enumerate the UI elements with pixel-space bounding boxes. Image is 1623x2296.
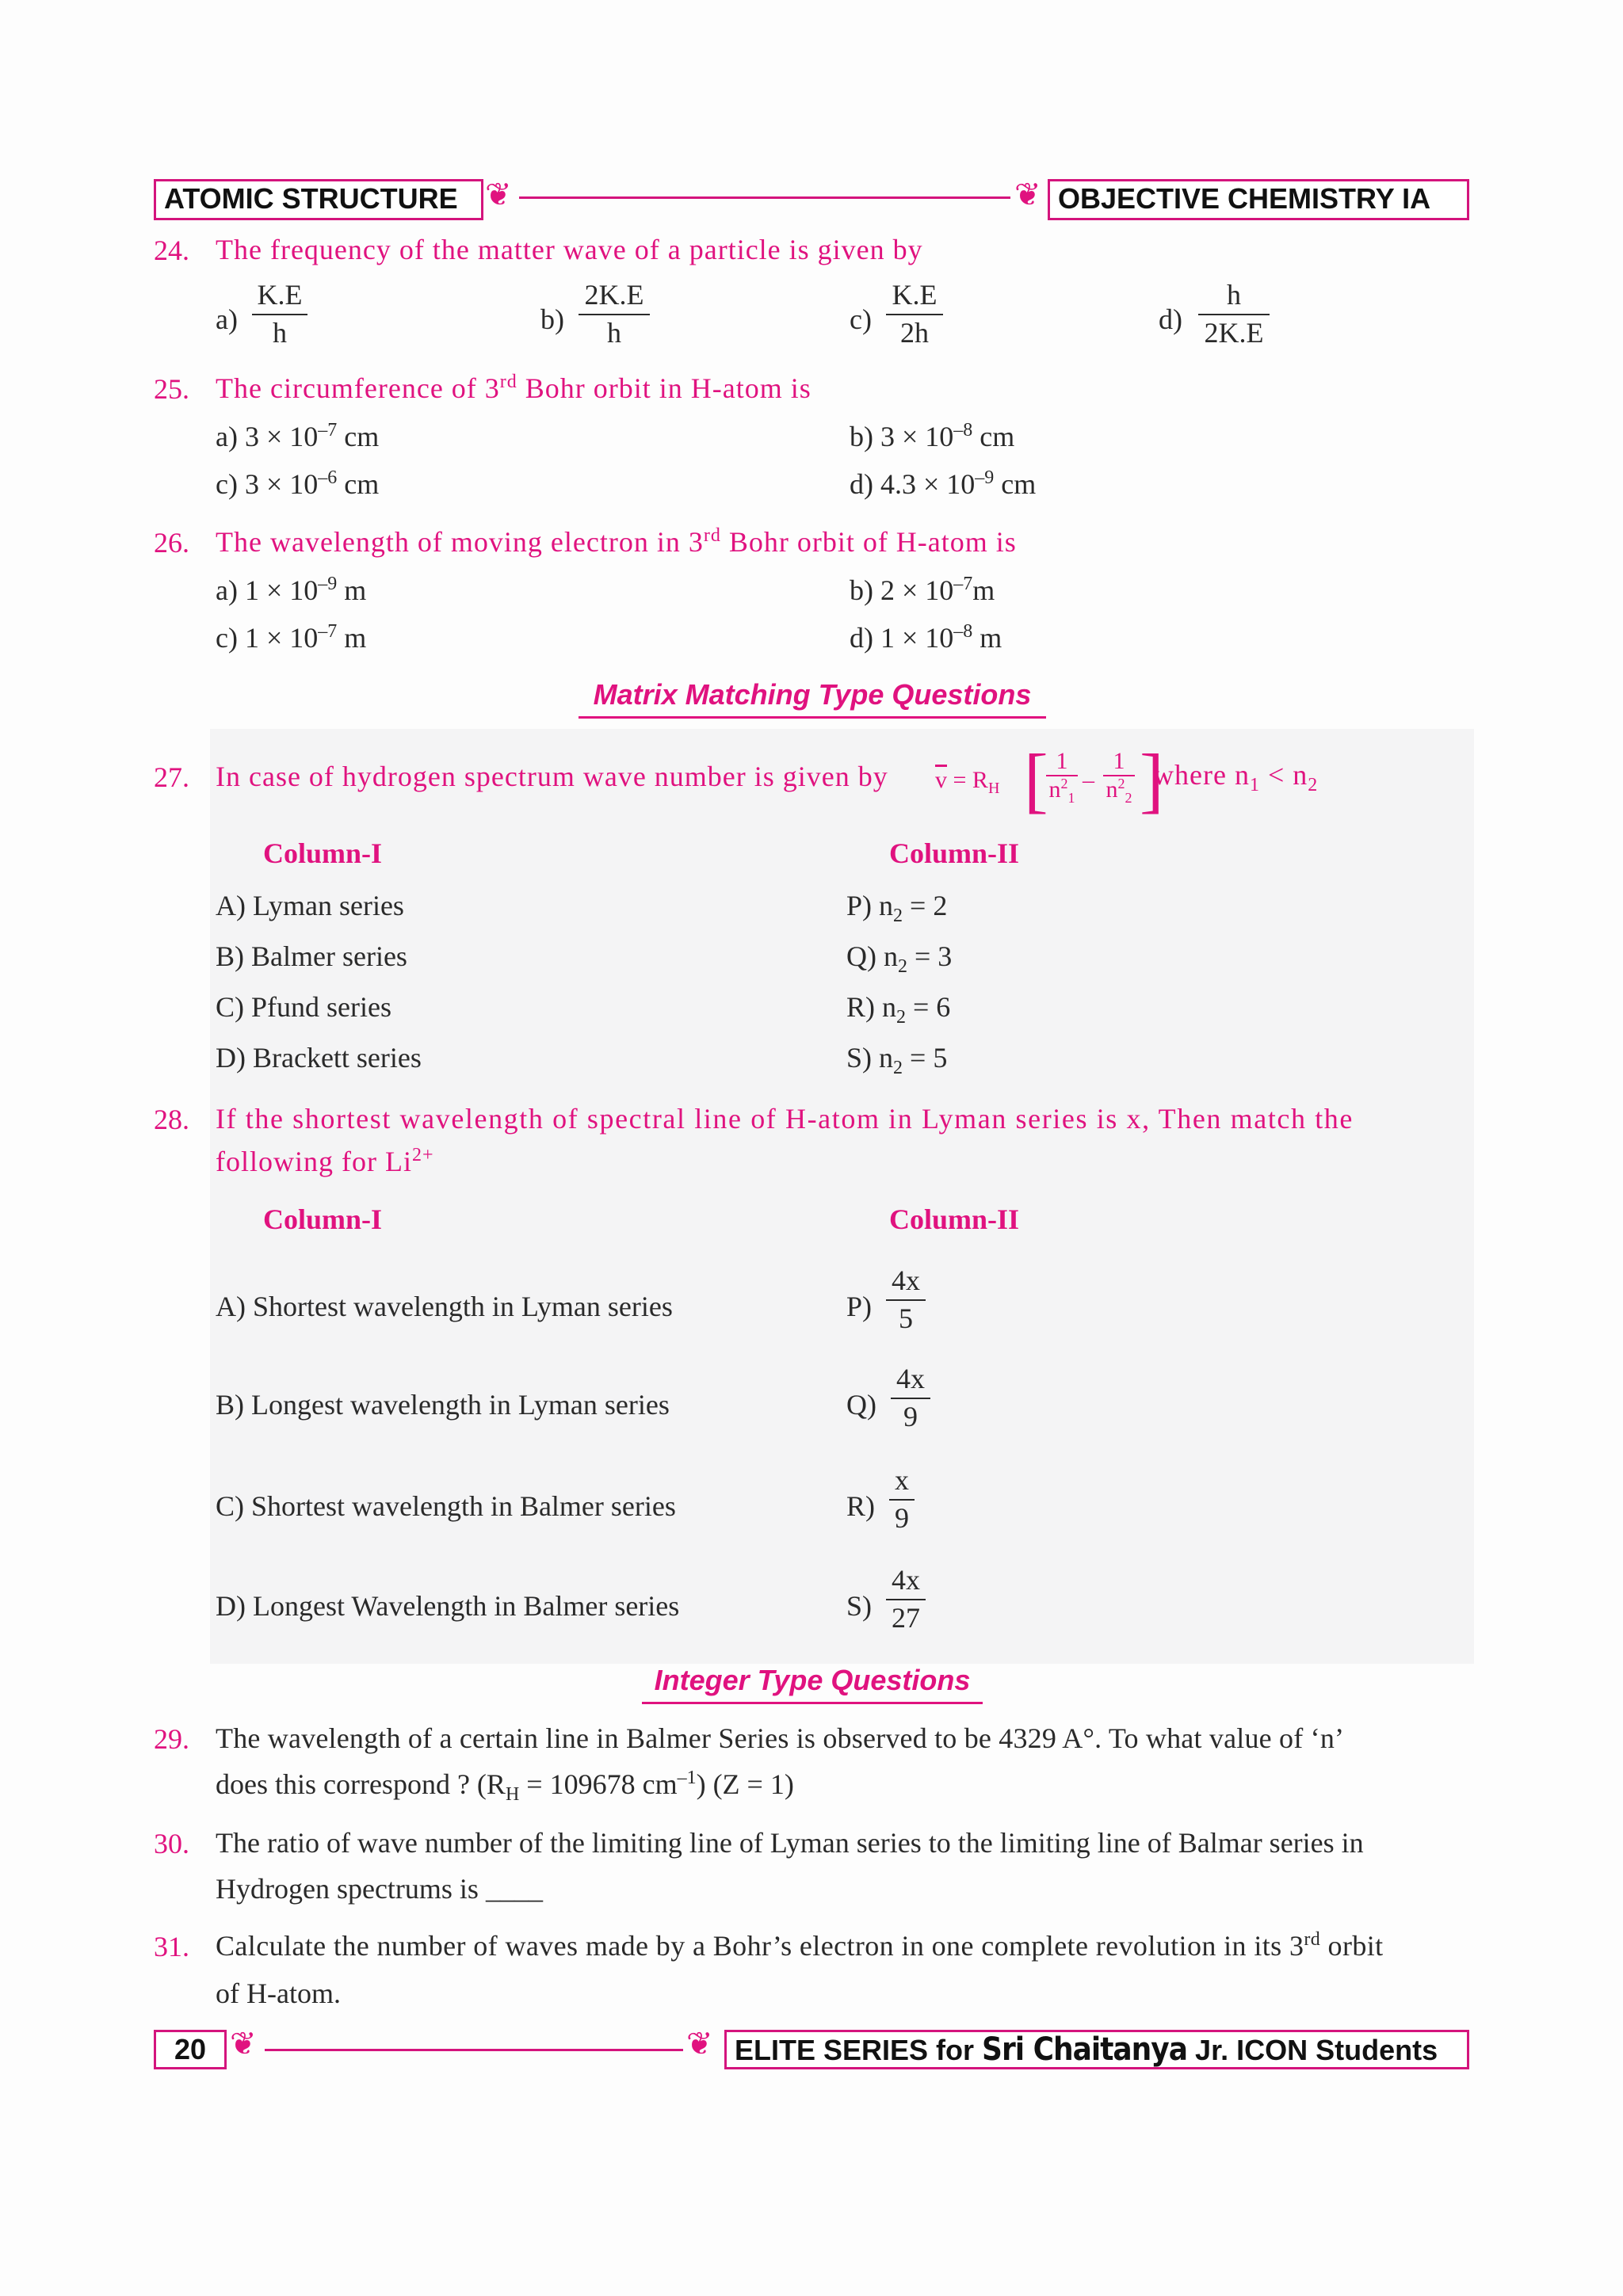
column-ii-item: Q) $n_2 = 3$ (846, 940, 953, 978)
question-number: 31. (154, 1931, 189, 1962)
option-label: a) (216, 303, 238, 335)
column-ii-label: R) (846, 1490, 875, 1522)
option-label: b) (540, 303, 564, 335)
column-i-item: C) Shortest wavelength in Balmer series (216, 1490, 676, 1522)
question-text: The frequency of the matter wave of a particle is given by (216, 234, 923, 265)
column-ii-item: R) $n_2 = 6$ (846, 991, 951, 1028)
ornament-left: ❦ (485, 177, 512, 212)
question-number: 25. (154, 373, 189, 405)
column-ii-fraction: 4x 9 (891, 1363, 930, 1432)
option-label: c) (850, 303, 872, 335)
question-number: 30. (154, 1828, 189, 1859)
question-number: 29. (154, 1723, 189, 1755)
column-ii-fraction: x 9 (889, 1464, 915, 1534)
question-text: of H-atom. (216, 1978, 341, 2009)
footer-rule (265, 2049, 683, 2051)
option: c) $3 \times 10^{-6}$ cm (216, 467, 380, 500)
formula-tail: where $n_1 < n_2$ (1153, 759, 1319, 796)
option: a) $3 \times 10^{-7}$ cm (216, 420, 380, 452)
column-ii-fraction: 4x 27 (886, 1564, 926, 1634)
question-number: 24. (154, 235, 189, 266)
option: b) $2 \times 10^{-7}m$ (850, 574, 995, 606)
ornament-left: ❦ (230, 2026, 257, 2061)
option: b) $3 \times 10^{-8}$ cm (850, 420, 1015, 452)
question-number: 28. (154, 1104, 189, 1135)
option: c) $1 \times 10^{-7}$ m (216, 621, 367, 654)
column-i-item: C) Pfund series (216, 991, 391, 1023)
header-right-title: OBJECTIVE CHEMISTRY IA (1048, 179, 1469, 220)
column-i-heading: Column-I (263, 837, 383, 869)
option: d) $1 \times 10^{-8}$ m (850, 621, 1002, 654)
series-banner: ELITE SERIES for Sri Chaitanya Jr. ICON Students (724, 2030, 1469, 2069)
option: d) $4.3 \times 10^{-9}$ cm (850, 467, 1037, 500)
column-ii-label: S) (846, 1590, 873, 1622)
ornament-right: ❦ (686, 2026, 713, 2061)
question-number: 26. (154, 527, 189, 559)
matrix-background (210, 729, 1474, 1664)
option-fraction: 2K.E h (579, 279, 650, 349)
question-text: Calculate the number of waves made by a Bohr’s electron in one complete revolution in its 3rd orbit (216, 1929, 1384, 1962)
column-i-item: D) Longest Wavelength in Balmer series (216, 1590, 680, 1622)
option: a) $1 \times 10^{-9}$ m (216, 574, 367, 606)
header-rule (519, 196, 1010, 199)
option-fraction: K.E h (252, 279, 307, 349)
question-text: In case of hydrogen spectrum wave number is given by (216, 761, 888, 792)
column-i-item: D) Brackett series (216, 1042, 422, 1074)
column-ii-fraction: 4x 5 (886, 1264, 926, 1334)
section-heading-matrix: Matrix Matching Type Questions (579, 678, 1046, 719)
question-text: Hydrogen spectrums is ____ (216, 1873, 543, 1905)
option-fraction: h 2K.E (1198, 279, 1270, 349)
column-i-item: B) Longest wavelength in Lyman series (216, 1389, 670, 1421)
ornament-right: ❦ (1014, 177, 1041, 212)
wave-number-formula: $\overline{v} = R_H$ [ 1 $n^2_1$ – 1 $n^2_2$ ] (935, 739, 1164, 820)
question-number: 27. (154, 761, 189, 793)
column-ii-item: S) $n_2 = 5$ (846, 1042, 948, 1079)
section-heading-integer: Integer Type Questions (642, 1664, 983, 1704)
column-i-item: A) Lyman series (216, 890, 404, 921)
question-text: The wavelength of a certain line in Balmer Series is observed to be 4329 A°. To what value of ‘n’ (216, 1722, 1345, 1754)
column-ii-heading: Column-II (889, 837, 1020, 869)
header-left-title: ATOMIC STRUCTURE (154, 179, 483, 220)
question-text: following for $Li^{2+}$ (216, 1145, 434, 1177)
question-text: The circumference of 3rd Bohr orbit in H-atom is (216, 372, 812, 404)
question-text: The wavelength of moving electron in 3rd Bohr orbit of H-atom is (216, 525, 1017, 558)
option-fraction: K.E 2h (886, 279, 943, 349)
question-text: does this correspond ? ($R_H = 109678$ $cm^{-1}$) (Z = 1) (216, 1768, 794, 1806)
column-ii-label: Q) (846, 1389, 876, 1421)
page-number: 20 (154, 2030, 227, 2069)
column-ii-heading: Column-II (889, 1203, 1020, 1235)
column-ii-item: P) $n_2 = 2$ (846, 890, 948, 927)
column-i-item: A) Shortest wavelength in Lyman series (216, 1291, 673, 1322)
column-i-heading: Column-I (263, 1203, 383, 1235)
question-text: If the shortest wavelength of spectral line of H-atom in Lyman series is x, Then match the (216, 1103, 1354, 1135)
option-label: d) (1159, 303, 1182, 335)
question-text: The ratio of wave number of the limiting line of Lyman series to the limiting line of Balmar series in (216, 1827, 1364, 1859)
column-i-item: B) Balmer series (216, 940, 407, 972)
column-ii-label: P) (846, 1291, 873, 1322)
